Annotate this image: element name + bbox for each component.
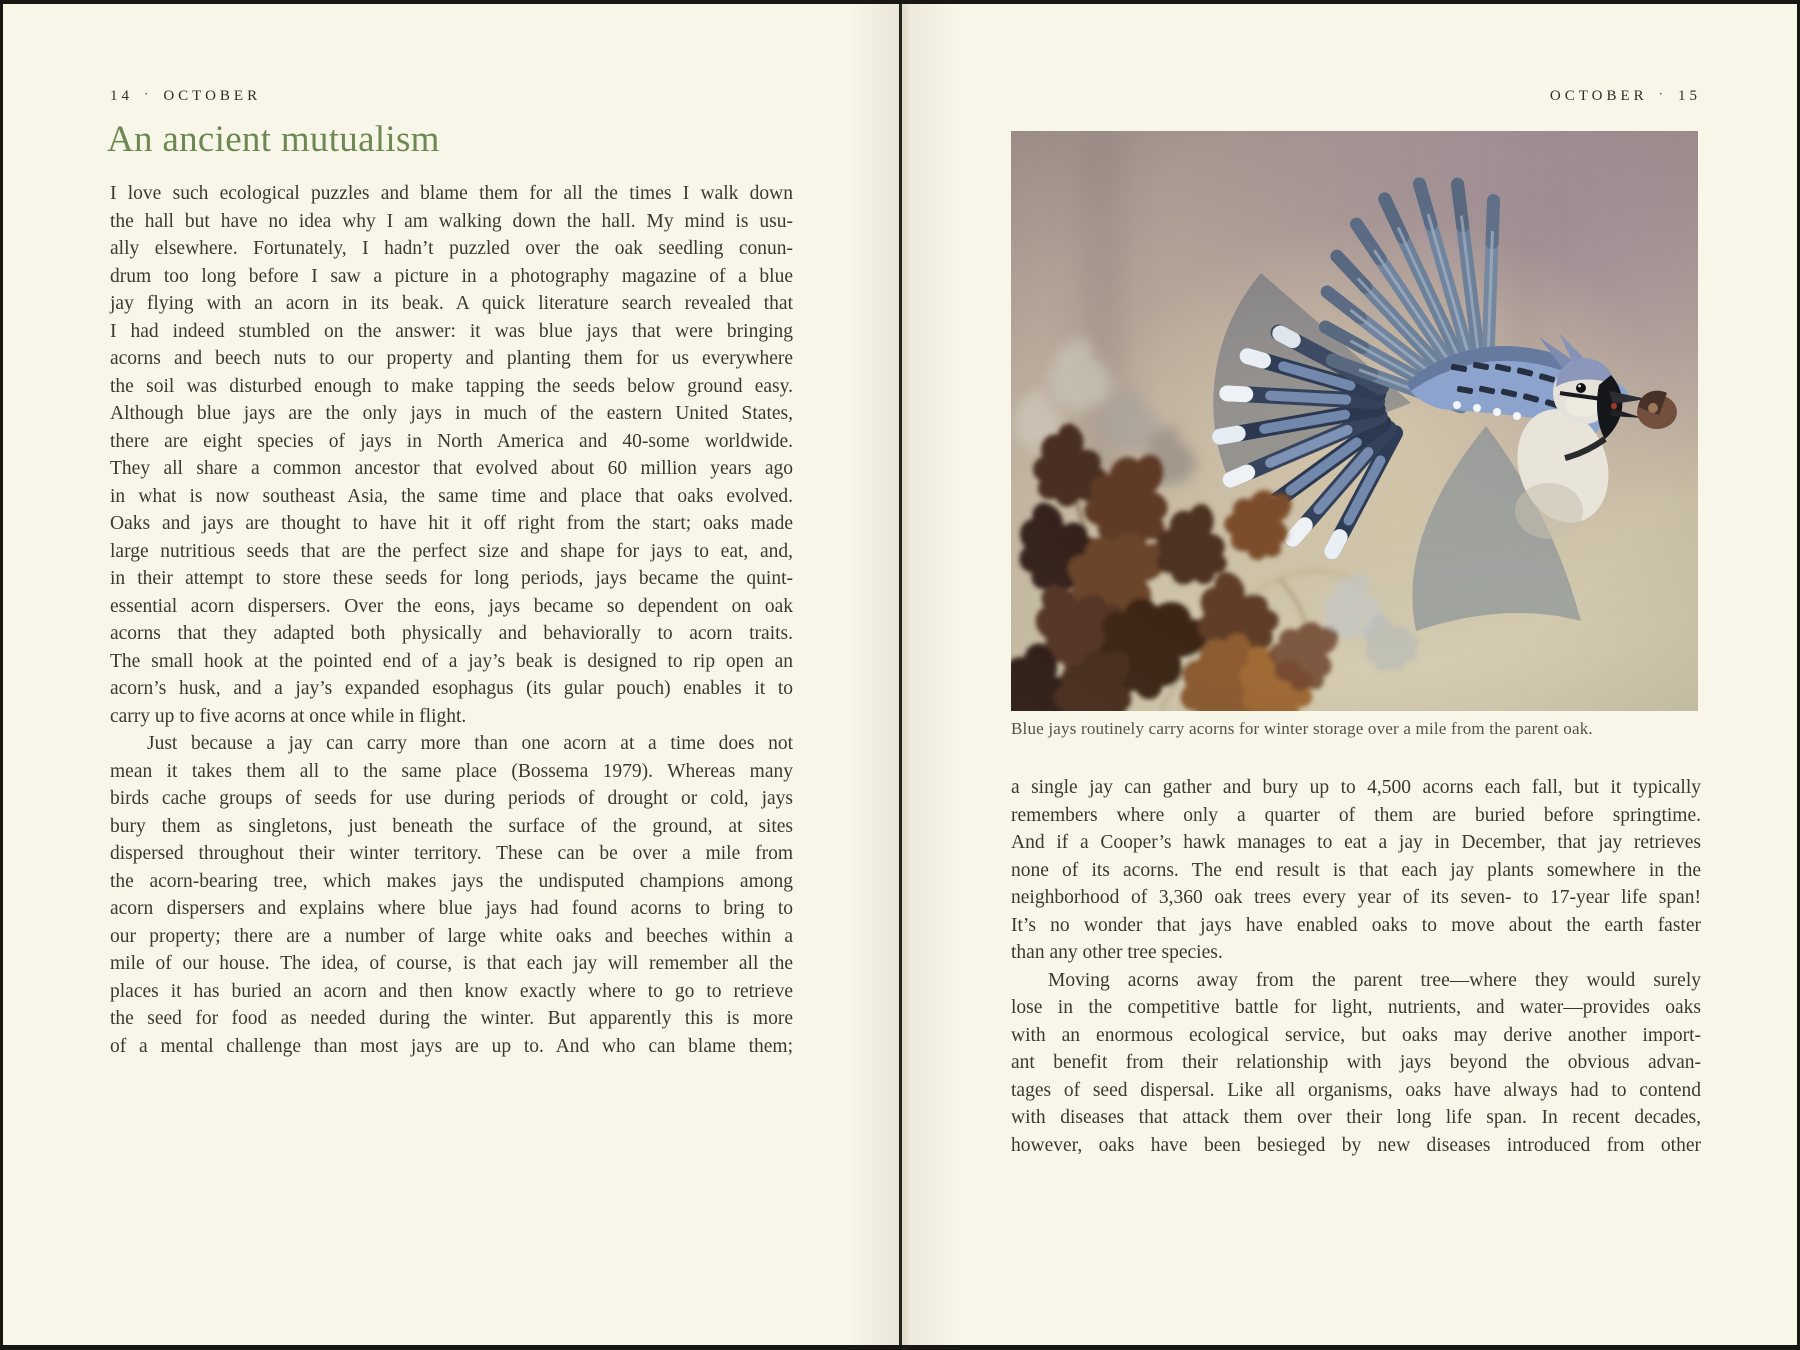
text-line: dispersed throughout their winter territory. These can be over a mile from bbox=[110, 843, 793, 864]
photo-caption: Blue jays routinely carry acorns for winter storage over a mile from the parent oak. bbox=[1011, 719, 1593, 738]
page-gutter-line bbox=[899, 4, 902, 1345]
text-line: acorns and beech nuts to our property and planting them for us everywhere bbox=[110, 348, 793, 369]
left-running-head-label: OCTOBER bbox=[163, 88, 262, 104]
text-line: acorns that they adapted both physically and behaviorally to acorn traits. bbox=[110, 623, 793, 644]
left-page-number: 14 bbox=[110, 88, 133, 104]
text-line: the seed for food as needed during the winter. But apparently this is more bbox=[110, 1008, 793, 1029]
section-title: An ancient mutualism bbox=[107, 119, 440, 160]
text-line: remembers where only a quarter of them are buried before springtime. bbox=[1011, 804, 1701, 826]
text-line: a single jay can gather and bury up to 4,500 acorns each fall, but it typically bbox=[1011, 777, 1701, 798]
text-line: drum too long before I saw a picture in a photography magazine of a blue bbox=[110, 265, 793, 287]
text-line: And if a Cooper’s hawk manages to eat a jay in December, that jay retrieves bbox=[1011, 832, 1701, 853]
text-line: Although blue jays are the only jays in much of the eastern United States, bbox=[110, 403, 793, 424]
text-line: acorn dispersers and explains where blue jays had found acorns to bring to bbox=[110, 898, 793, 919]
text-line: mile of our house. The idea, of course, is that each jay will remember all the bbox=[110, 953, 793, 974]
text-line: the soil was disturbed enough to make tapping the seeds below ground easy. bbox=[110, 375, 793, 397]
right-page-body-text bbox=[1011, 774, 1701, 1159]
text-line: mean it takes them all to the same place (Bossema 1979). Whereas many bbox=[110, 760, 793, 782]
text-line: in what is now southeast Asia, the same time and place that oaks evolved. bbox=[110, 485, 793, 507]
text-line: It’s no wonder that jays have enabled oaks to move about the earth faster bbox=[1011, 914, 1701, 936]
text-line: birds cache groups of seeds for use during periods of drought or cold, jays bbox=[110, 788, 793, 809]
text-line: They all share a common ancestor that evolved about 60 million years ago bbox=[110, 458, 793, 479]
text-line: acorn’s husk, and a jay’s expanded esophagus (its gular pouch) enables it to bbox=[110, 678, 793, 699]
text-line: Just because a jay can carry more than one acorn at a time does not bbox=[147, 733, 793, 754]
text-line: however, oaks have been besieged by new diseases introduced from other bbox=[1011, 1134, 1701, 1156]
text-line: ant benefit from their relationship with jays beyond the obvious advan- bbox=[1011, 1052, 1701, 1073]
text-line: tages of seed dispersal. Like all organisms, oaks have always had to contend bbox=[1011, 1079, 1701, 1101]
text-line: I had indeed stumbled on the answer: it was blue jays that were bringing bbox=[110, 320, 793, 342]
text-line: with diseases that attack them over their long life span. In recent decades, bbox=[1011, 1107, 1701, 1128]
text-line: Moving acorns away from the parent tree—where they would surely bbox=[1048, 969, 1701, 991]
right-running-head-label: OCTOBER bbox=[1549, 88, 1648, 104]
text-line: there are eight species of jays in North America and 40-some worldwide. bbox=[110, 430, 793, 452]
text-line: lose in the competitive battle for light, nutrients, and water—provides oaks bbox=[1011, 997, 1701, 1018]
paragraph bbox=[1011, 967, 1701, 1160]
text-line: neighborhood of 3,360 oak trees every year of its seven- to 17-year life span! bbox=[1011, 887, 1701, 908]
paragraph bbox=[110, 180, 793, 730]
text-line: bury them as singletons, just beneath the surface of the ground, at sites bbox=[110, 815, 793, 837]
text-line: essential acorn dispersers. Over the eons, jays became so dependent on oak bbox=[110, 595, 793, 617]
right-running-head bbox=[1011, 88, 1701, 105]
paragraph bbox=[110, 730, 793, 1060]
bluejay-photo bbox=[1011, 131, 1698, 711]
text-line: the acorn-bearing tree, which makes jays the undisputed champions among bbox=[110, 870, 793, 892]
text-line: Oaks and jays are thought to have hit it off right from the start; oaks made bbox=[110, 513, 793, 534]
text-line: The small hook at the pointed end of a jay’s beak is designed to rip open an bbox=[110, 650, 793, 672]
text-line: ally elsewhere. Fortunately, I hadn’t puzzled over the oak seedling conun- bbox=[110, 238, 793, 259]
gutter-shading bbox=[849, 4, 959, 1345]
right-page-number: 15 bbox=[1678, 88, 1701, 104]
text-line: carry up to five acorns at once while in flight. bbox=[110, 705, 467, 727]
text-line: I love such ecological puzzles and blame them for all the times I walk down bbox=[110, 183, 793, 204]
text-line: places it has buried an acorn and then know exactly where to go to retrieve bbox=[110, 980, 793, 1002]
text-line: our property; there are a number of large white oaks and beeches within a bbox=[110, 925, 793, 947]
left-running-head bbox=[110, 88, 261, 105]
text-line: of a mental challenge than most jays are up to. And who can blame them; bbox=[110, 1035, 793, 1057]
left-page-body-text bbox=[110, 180, 793, 1060]
text-line: the hall but have no idea why I am walking down the hall. My mind is usu- bbox=[110, 210, 793, 232]
text-line: jay flying with an acorn in its beak. A quick literature search revealed that bbox=[110, 293, 793, 314]
running-head-separator: · bbox=[144, 86, 153, 101]
text-line: in their attempt to store these seeds for long periods, jays became the quint- bbox=[110, 568, 793, 589]
running-head-separator: · bbox=[1658, 86, 1667, 101]
paragraph bbox=[1011, 774, 1701, 967]
text-line: than any other tree species. bbox=[1011, 942, 1223, 963]
text-line: large nutritious seeds that are the perfect size and shape for jays to eat, and, bbox=[110, 540, 793, 562]
text-line: none of its acorns. The end result is that each jay plants somewhere in the bbox=[1011, 859, 1701, 881]
text-line: with an enormous ecological service, but oaks may derive another import- bbox=[1011, 1024, 1701, 1046]
